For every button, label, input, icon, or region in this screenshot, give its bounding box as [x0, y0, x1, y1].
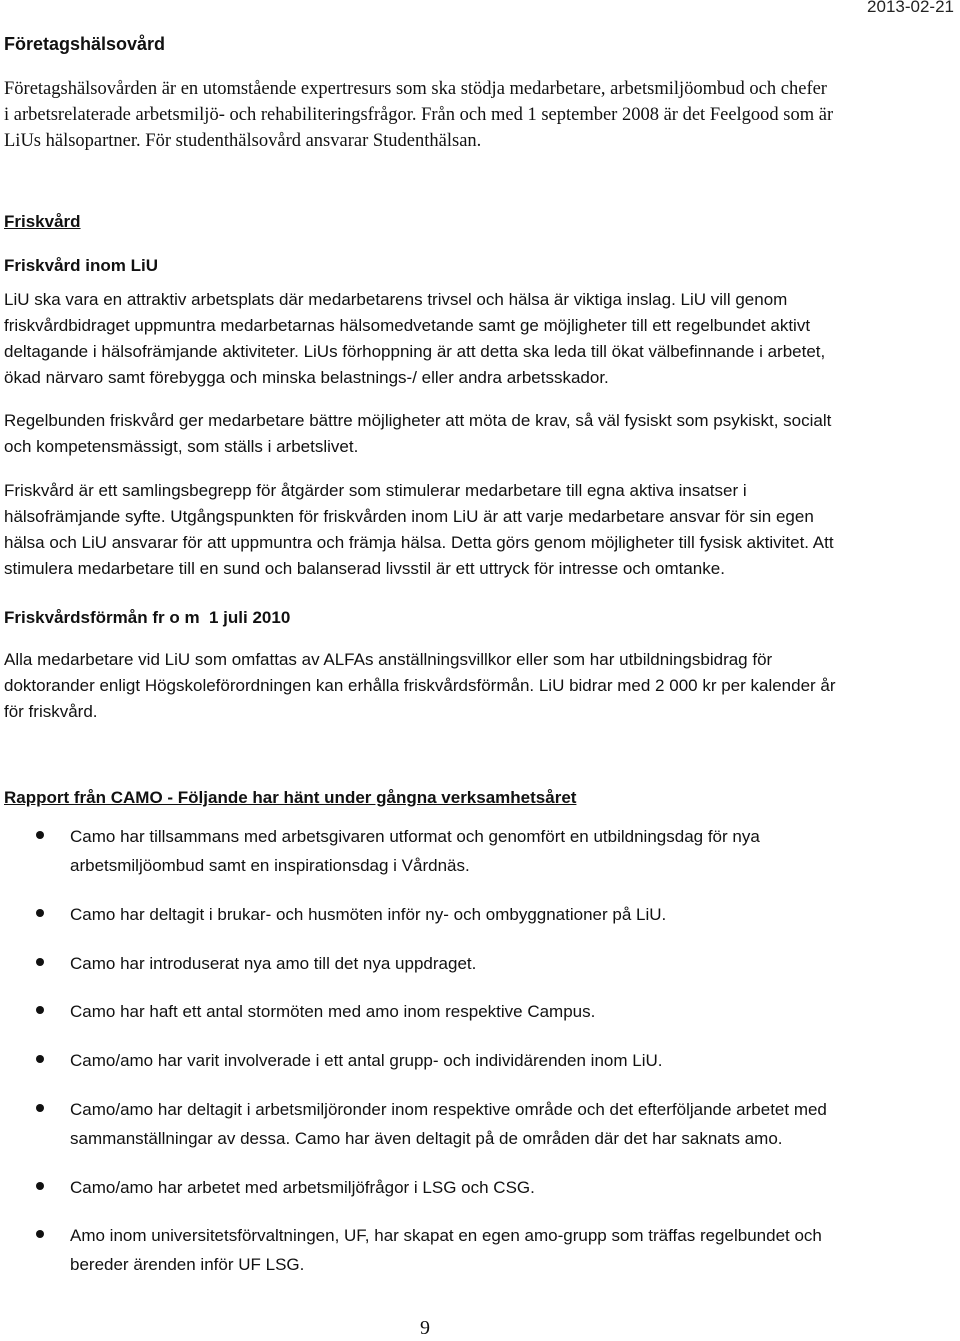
bullet-icon	[36, 1182, 44, 1190]
text-line: Camo/amo har arbetet med arbetsmiljöfrågor i LSG och CSG.	[70, 1178, 535, 1197]
text-line: arbetsmiljöombud samt en inspirationsdag i Vårdnäs.	[70, 856, 470, 875]
text-line: bereder ärenden inför UF LSG.	[70, 1255, 305, 1274]
friskvard-paragraph-2	[4, 408, 954, 460]
text-line: Alla medarbetare vid LiU som omfattas av ALFAs anställningsvillkor eller som har utbildningsbidrag för	[4, 650, 773, 669]
text-line: Företagshälsovården är en utomstående expertresurs som ska stödja medarbetare, arbetsmiljöombud och chefer	[4, 79, 827, 99]
page-number: 9	[420, 1317, 430, 1339]
section-heading-friskvard: Friskvård	[4, 212, 81, 231]
text-line: Friskvård är ett samlingsbegrepp för åtgärder som stimulerar medarbetare till egna aktiva insatser i	[4, 481, 747, 500]
text-line: i arbetsrelaterade arbetsmiljö- och rehabiliteringsfrågor. Från och med 1 september 2008 är det Feelgood som är	[4, 105, 834, 125]
text-line: Camo har haft ett antal stormöten med amo inom respektive Campus.	[70, 1002, 596, 1021]
text-line: Camo/amo har varit involverade i ett antal grupp- och individärenden inom LiU.	[70, 1051, 663, 1070]
text-line: Camo/amo har deltagit i arbetsmiljöronder inom respektive område och det efterföljande arbetet med	[70, 1100, 827, 1119]
section-heading-friskvardsforman: Friskvårdsförmån fr o m 1 juli 2010	[4, 608, 291, 627]
text-line: hälsofrämjande syfte. Utgångspunkten för friskvården inom LiU är att varje medarbetare ansvar för sin egen	[4, 507, 814, 526]
bullet-icon	[36, 909, 44, 917]
bullet-icon	[36, 1104, 44, 1112]
text-line: Regelbunden friskvård ger medarbetare bättre möjligheter att möta de krav, så väl fysiskt som psykiskt, socialt	[4, 411, 832, 430]
section-heading-camo-report: Rapport från CAMO - Följande har hänt under gångna verksamhetsåret	[4, 788, 577, 807]
text-line: Camo har introduserat nya amo till det nya uppdraget.	[70, 954, 477, 973]
text-line: friskvårdbidraget uppmuntra medarbetarnas hälsomedvetande samt ge möjligheter till ett regelbundet aktivt	[4, 316, 811, 335]
text-line: doktorander enligt Högskoleförordningen kan erhålla friskvårdsförmån. LiU bidrar med 2 000 kr per kalender år	[4, 676, 836, 695]
forman-paragraph	[4, 647, 954, 725]
text-line: Camo har deltagit i brukar- och husmöten inför ny- och ombyggnationer på LiU.	[70, 905, 667, 924]
friskvard-paragraph-3	[4, 478, 954, 582]
bullet-icon	[36, 831, 44, 839]
text-line: stimulera medarbetare till en sund och balanserad livsstil är ett uttryck för intresse och omtanke.	[4, 559, 725, 578]
bullet-icon	[36, 1230, 44, 1238]
text-line: deltagande i hälsofrämjande aktiviteter. LiUs förhoppning är att detta ska leda till ökat välbefinnande i arbetet,	[4, 342, 826, 361]
friskvard-paragraph-1	[4, 287, 954, 391]
text-line: hälsa och LiU ansvarar för att uppmuntra och främja hälsa. Detta görs genom möjligheter till fysisk aktivitet. Att	[4, 533, 834, 552]
document-date: 2013-02-21	[867, 0, 954, 16]
text-line: ökad närvaro samt förebygga och minska belastnings-/ eller andra arbetsskador.	[4, 368, 609, 387]
bullet-icon	[36, 1055, 44, 1063]
bullet-icon	[36, 958, 44, 966]
text-line: sammanställningar av dessa. Camo har även deltagit på de områden där det har saknats amo.	[70, 1129, 783, 1148]
text-line: LiU ska vara en attraktiv arbetsplats där medarbetarens trivsel och hälsa är viktiga inslag. LiU vill genom	[4, 290, 788, 309]
text-line: LiUs hälsopartner. För studenthälsovård ansvarar Studenthälsan.	[4, 131, 482, 151]
text-line: Amo inom universitetsförvaltningen, UF, har skapat en egen amo-grupp som träffas regelbundet och	[70, 1226, 822, 1245]
intro-paragraph	[4, 76, 954, 154]
text-line: och kompetensmässigt, som ställs i arbetslivet.	[4, 437, 359, 456]
text-line: Camo har tillsammans med arbetsgivaren utformat och genomfört en utbildningsdag för nya	[70, 827, 760, 846]
text-line: för friskvård.	[4, 702, 98, 721]
page-title: Företagshälsovård	[4, 34, 166, 54]
subheading-friskvard-inom-liu: Friskvård inom LiU	[4, 256, 158, 275]
bullet-icon	[36, 1006, 44, 1014]
